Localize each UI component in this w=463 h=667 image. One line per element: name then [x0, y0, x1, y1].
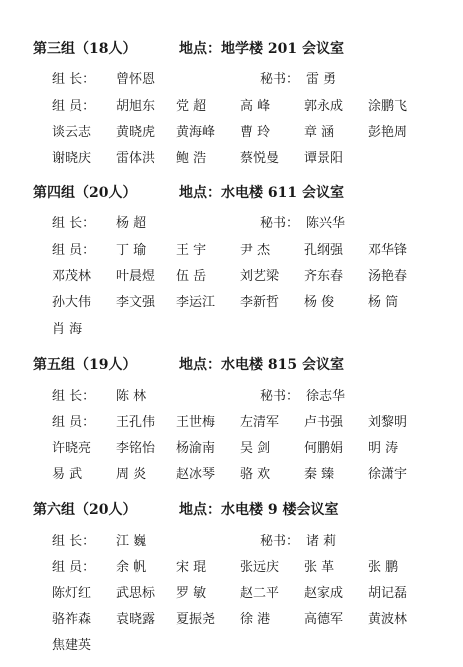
member-name: 党 超 — [176, 99, 207, 114]
group-location: 地点：地学楼 201 会议室 — [179, 41, 344, 57]
members-label: 组 员： — [52, 415, 96, 430]
member-name: 徐潇宇 — [368, 467, 408, 482]
leader-label: 组 长： — [52, 72, 96, 87]
member-name: 黄波林 — [368, 612, 408, 627]
leader-name: 曾怀恩 — [116, 72, 156, 87]
member-name: 谢晓庆 — [52, 151, 92, 166]
group-title: 第六组（20人） — [33, 502, 137, 518]
secretary-label: 秘书： — [260, 216, 300, 231]
member-name: 齐东春 — [304, 269, 344, 284]
secretary-label: 秘书： — [260, 534, 300, 549]
member-name: 曹 玲 — [240, 125, 271, 140]
members-label: 组 员： — [52, 243, 96, 258]
secretary-name: 徐志华 — [306, 389, 346, 404]
member-name: 王孔伟 — [116, 415, 156, 430]
member-name: 焦建英 — [52, 638, 92, 653]
members-label: 组 员： — [52, 560, 96, 575]
member-name: 骆 欢 — [240, 467, 271, 482]
member-name: 李运江 — [176, 295, 216, 310]
member-name: 王 宇 — [176, 243, 207, 258]
member-name: 黄海峰 — [176, 125, 216, 140]
member-name: 赵二平 — [240, 586, 280, 601]
member-name: 杨 俊 — [304, 295, 335, 310]
secretary-label: 秘书： — [260, 389, 300, 404]
leader-name: 陈 林 — [116, 389, 147, 404]
group-title: 第三组（18人） — [33, 41, 137, 57]
member-name: 谈云志 — [52, 125, 92, 140]
members-label: 组 员： — [52, 99, 96, 114]
leader-label: 组 长： — [52, 216, 96, 231]
member-name: 章 涵 — [304, 125, 335, 140]
member-name: 蔡悦曼 — [240, 151, 280, 166]
member-name: 明 涛 — [368, 441, 399, 456]
member-name: 孔纲强 — [304, 243, 344, 258]
member-name: 叶晨煜 — [116, 269, 156, 284]
member-name: 汤艳春 — [368, 269, 408, 284]
secretary-name: 雷 勇 — [306, 72, 337, 87]
member-name: 黄晓虎 — [116, 125, 156, 140]
leader-name: 杨 超 — [116, 216, 147, 231]
member-name: 易 武 — [52, 467, 83, 482]
member-name: 徐 港 — [240, 612, 271, 627]
member-name: 左清军 — [240, 415, 280, 430]
member-name: 胡记磊 — [368, 586, 408, 601]
group-heading — [33, 354, 344, 374]
member-name: 肖 海 — [52, 322, 83, 337]
member-name: 高德军 — [304, 612, 344, 627]
member-name: 丁 瑜 — [116, 243, 147, 258]
member-name: 尹 杰 — [240, 243, 271, 258]
secretary-label: 秘书： — [260, 72, 300, 87]
member-name: 刘黎明 — [368, 415, 408, 430]
member-name: 邓华锋 — [368, 243, 408, 258]
member-name: 赵冰琴 — [176, 467, 216, 482]
member-name: 武思标 — [116, 586, 156, 601]
member-name: 鲍 浩 — [176, 151, 207, 166]
group-heading — [33, 499, 339, 519]
group-heading — [33, 38, 344, 58]
member-name: 张 鹏 — [368, 560, 399, 575]
member-name: 王世梅 — [176, 415, 216, 430]
member-name: 邓茂林 — [52, 269, 92, 284]
member-name: 高 峰 — [240, 99, 271, 114]
group-location: 地点：水电楼 9 楼会议室 — [179, 502, 339, 518]
member-name: 涂鹏飞 — [368, 99, 408, 114]
member-name: 孙大伟 — [52, 295, 92, 310]
member-name: 雷体洪 — [116, 151, 156, 166]
member-name: 袁晓露 — [116, 612, 156, 627]
member-name: 陈灯红 — [52, 586, 92, 601]
member-name: 张远庆 — [240, 560, 280, 575]
member-name: 骆祚森 — [52, 612, 92, 627]
group-location: 地点：水电楼 815 会议室 — [179, 357, 344, 373]
member-name: 谭景阳 — [304, 151, 344, 166]
secretary-name: 陈兴华 — [306, 216, 346, 231]
group-location: 地点：水电楼 611 会议室 — [179, 185, 344, 201]
member-name: 杨 筒 — [368, 295, 399, 310]
member-name: 卢书强 — [304, 415, 344, 430]
member-name: 李文强 — [116, 295, 156, 310]
group-title: 第五组（19人） — [33, 357, 137, 373]
member-name: 夏振尧 — [176, 612, 216, 627]
member-name: 伍 岳 — [176, 269, 207, 284]
member-name: 罗 敏 — [176, 586, 207, 601]
member-name: 彭艳周 — [368, 125, 408, 140]
member-name: 张 革 — [304, 560, 335, 575]
member-name: 赵家成 — [304, 586, 344, 601]
member-name: 吴 剑 — [240, 441, 271, 456]
secretary-name: 诸 莉 — [306, 534, 337, 549]
member-name: 李新哲 — [240, 295, 280, 310]
member-name: 李铭怡 — [116, 441, 156, 456]
leader-label: 组 长： — [52, 389, 96, 404]
member-name: 杨渝南 — [176, 441, 216, 456]
member-name: 刘艺梁 — [240, 269, 280, 284]
member-name: 许晓亮 — [52, 441, 92, 456]
member-name: 周 炎 — [116, 467, 147, 482]
group-heading — [33, 182, 344, 202]
member-name: 宋 琨 — [176, 560, 207, 575]
member-name: 何鹏娟 — [304, 441, 344, 456]
member-name: 郭永成 — [304, 99, 344, 114]
leader-name: 江 巍 — [116, 534, 147, 549]
leader-label: 组 长： — [52, 534, 96, 549]
member-name: 胡旭东 — [116, 99, 156, 114]
group-title: 第四组（20人） — [33, 185, 137, 201]
member-name: 余 帆 — [116, 560, 147, 575]
member-name: 秦 臻 — [304, 467, 335, 482]
